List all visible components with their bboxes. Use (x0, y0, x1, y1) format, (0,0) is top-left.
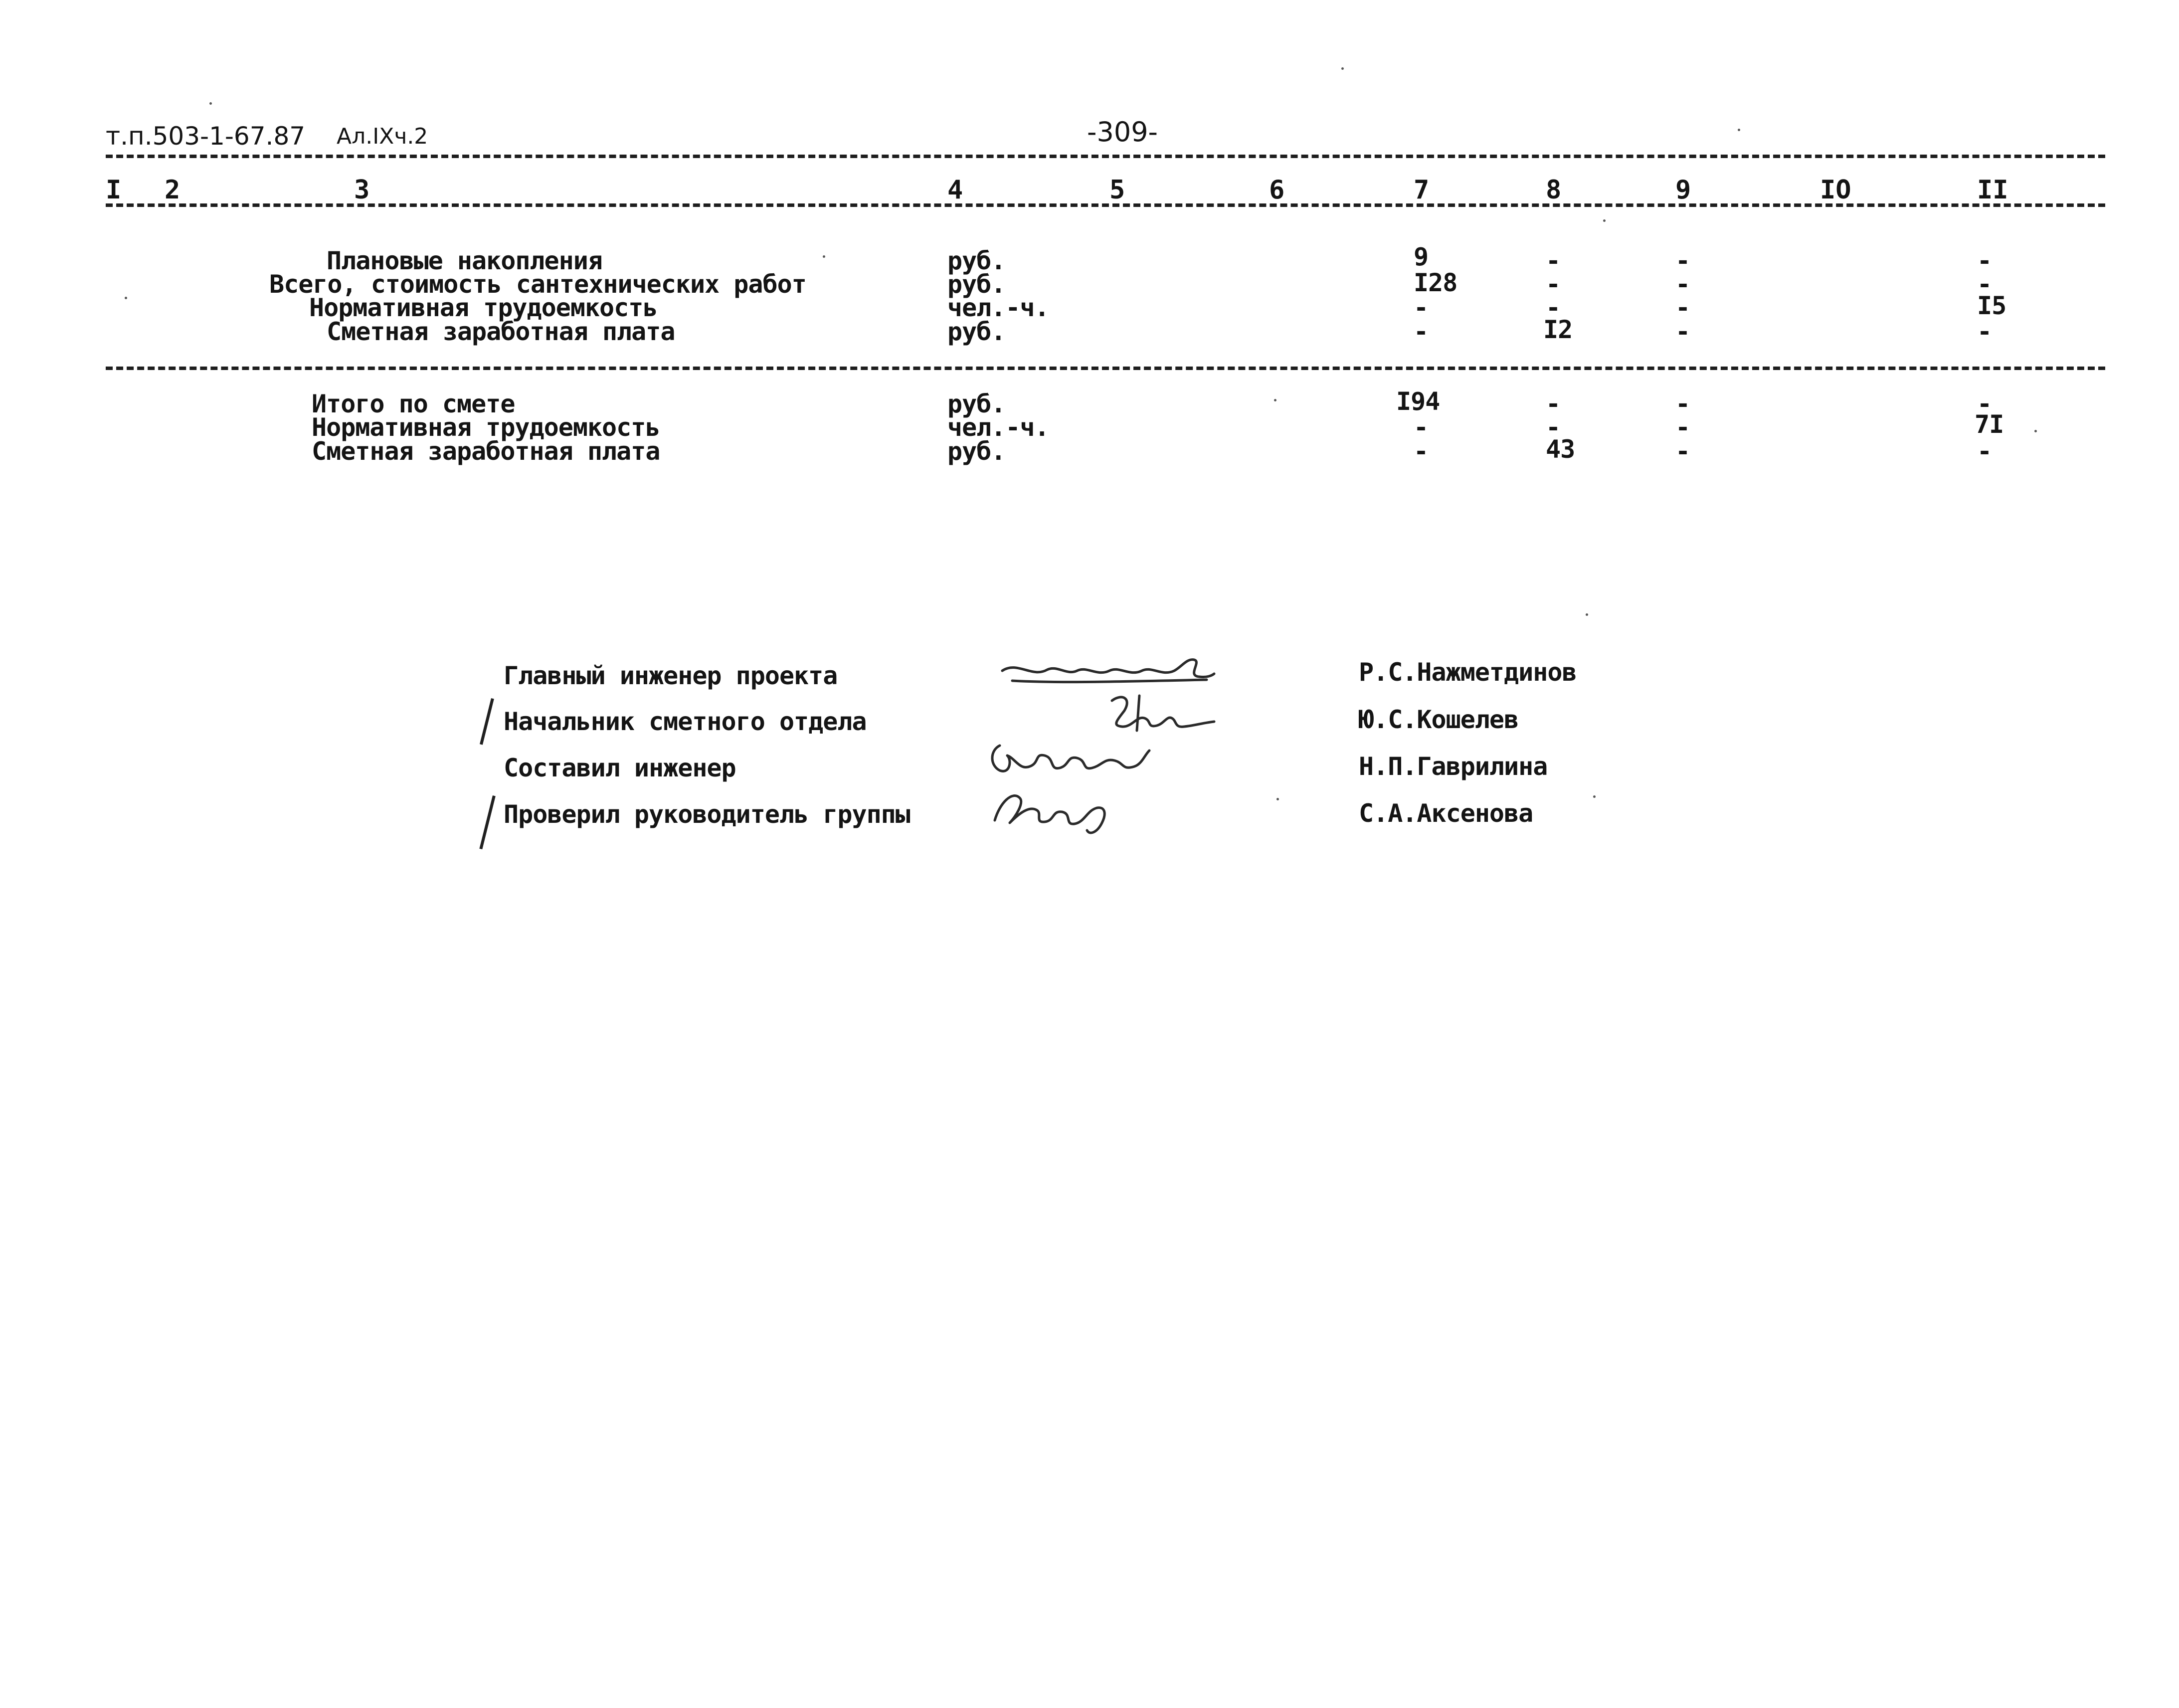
row-label: Плановые накопления (327, 246, 602, 275)
signature-chief-engineer (997, 656, 1217, 693)
cell-col9: - (1675, 317, 1690, 346)
row-unit: руб. (947, 317, 1006, 346)
cell-col7: I94 (1396, 387, 1440, 416)
signatory-position: Составил инженер (504, 754, 736, 782)
scan-speck (1276, 798, 1279, 800)
column-header: I (106, 175, 122, 205)
cell-col11: - (1977, 270, 1992, 299)
signature-engineer (985, 736, 1154, 785)
scan-speck (125, 297, 127, 299)
row-unit: чел.-ч. (947, 293, 1049, 322)
cell-col7: - (1414, 413, 1429, 442)
cell-col8: - (1546, 293, 1561, 322)
column-header: 7 (1414, 175, 1430, 205)
row-label: Сметная заработная плата (327, 317, 675, 346)
cell-col8: - (1546, 389, 1561, 418)
signatory-position: Начальник сметного отдела (504, 707, 867, 736)
signatory-position: Проверил руководитель группы (504, 800, 910, 829)
cell-col11: 7I (1975, 410, 2004, 439)
cell-col11: - (1977, 317, 1992, 346)
column-header: IO (1820, 175, 1851, 205)
cell-col7: I28 (1414, 268, 1457, 297)
section-divider (106, 367, 2105, 370)
scan-speck (1603, 219, 1606, 222)
cell-col8: - (1546, 413, 1561, 442)
scan-speck (1341, 67, 1344, 70)
header-rule (106, 155, 2105, 158)
cell-col8: - (1546, 246, 1561, 275)
row-label: Нормативная трудоемкость (309, 293, 658, 322)
scan-speck (1586, 613, 1588, 616)
document-code: т.п.503-1-67.87 (106, 122, 306, 151)
column-header: 9 (1675, 175, 1691, 205)
row-unit: руб. (947, 270, 1006, 299)
scan-speck (2034, 430, 2037, 432)
scan-speck (1593, 795, 1596, 798)
scan-speck (823, 255, 825, 258)
cell-col11: - (1977, 437, 1992, 466)
signatory-name: Ю.С.Кошелев (1359, 705, 1519, 734)
scan-speck (1738, 129, 1740, 131)
signature-group-lead (985, 783, 1114, 838)
cell-col9: - (1675, 437, 1690, 466)
cell-col7: - (1414, 317, 1429, 346)
cell-col9: - (1675, 246, 1690, 275)
row-label: Всего, стоимость сантехнических работ (269, 270, 806, 299)
column-header: 8 (1546, 175, 1562, 205)
row-unit: руб. (947, 246, 1006, 275)
margin-mark (479, 795, 495, 849)
column-header-rule (106, 203, 2105, 207)
signatory-name: Н.П.Гаврилина (1359, 752, 1548, 781)
album-reference: Ал.IXч.2 (337, 124, 428, 149)
page-number: -309- (1087, 116, 1158, 148)
row-label: Итого по смете (312, 389, 515, 418)
scan-speck (209, 102, 212, 105)
column-header: 4 (947, 175, 963, 205)
margin-mark (480, 698, 494, 745)
signatory-name: Р.С.Нажметдинов (1359, 658, 1577, 687)
cell-col7: - (1414, 293, 1429, 322)
signatory-position: Главный инженер проекта (504, 661, 838, 690)
cell-col7: 9 (1414, 242, 1429, 271)
column-header: 2 (165, 175, 181, 205)
column-header: 5 (1109, 175, 1125, 205)
cell-col8: I2 (1543, 315, 1573, 344)
cell-col11: - (1977, 389, 1992, 418)
column-header: II (1977, 175, 2008, 205)
row-unit: руб. (947, 389, 1006, 418)
row-unit: чел.-ч. (947, 413, 1049, 442)
signatory-name: С.А.Аксенова (1359, 799, 1533, 828)
cell-col9: - (1675, 389, 1690, 418)
cell-col8: - (1546, 270, 1561, 299)
cell-col11: I5 (1977, 291, 2006, 320)
cell-col9: - (1675, 270, 1690, 299)
column-header: 3 (354, 175, 370, 205)
cell-col7: - (1414, 437, 1429, 466)
cell-col9: - (1675, 413, 1690, 442)
cell-col8: 43 (1546, 435, 1575, 464)
scan-speck (1274, 399, 1276, 401)
row-label: Сметная заработная плата (312, 437, 660, 466)
cell-col11: - (1977, 246, 1992, 275)
column-header: 6 (1269, 175, 1285, 205)
row-unit: руб. (947, 437, 1006, 466)
cell-col9: - (1675, 293, 1690, 322)
row-label: Нормативная трудоемкость (312, 413, 660, 442)
